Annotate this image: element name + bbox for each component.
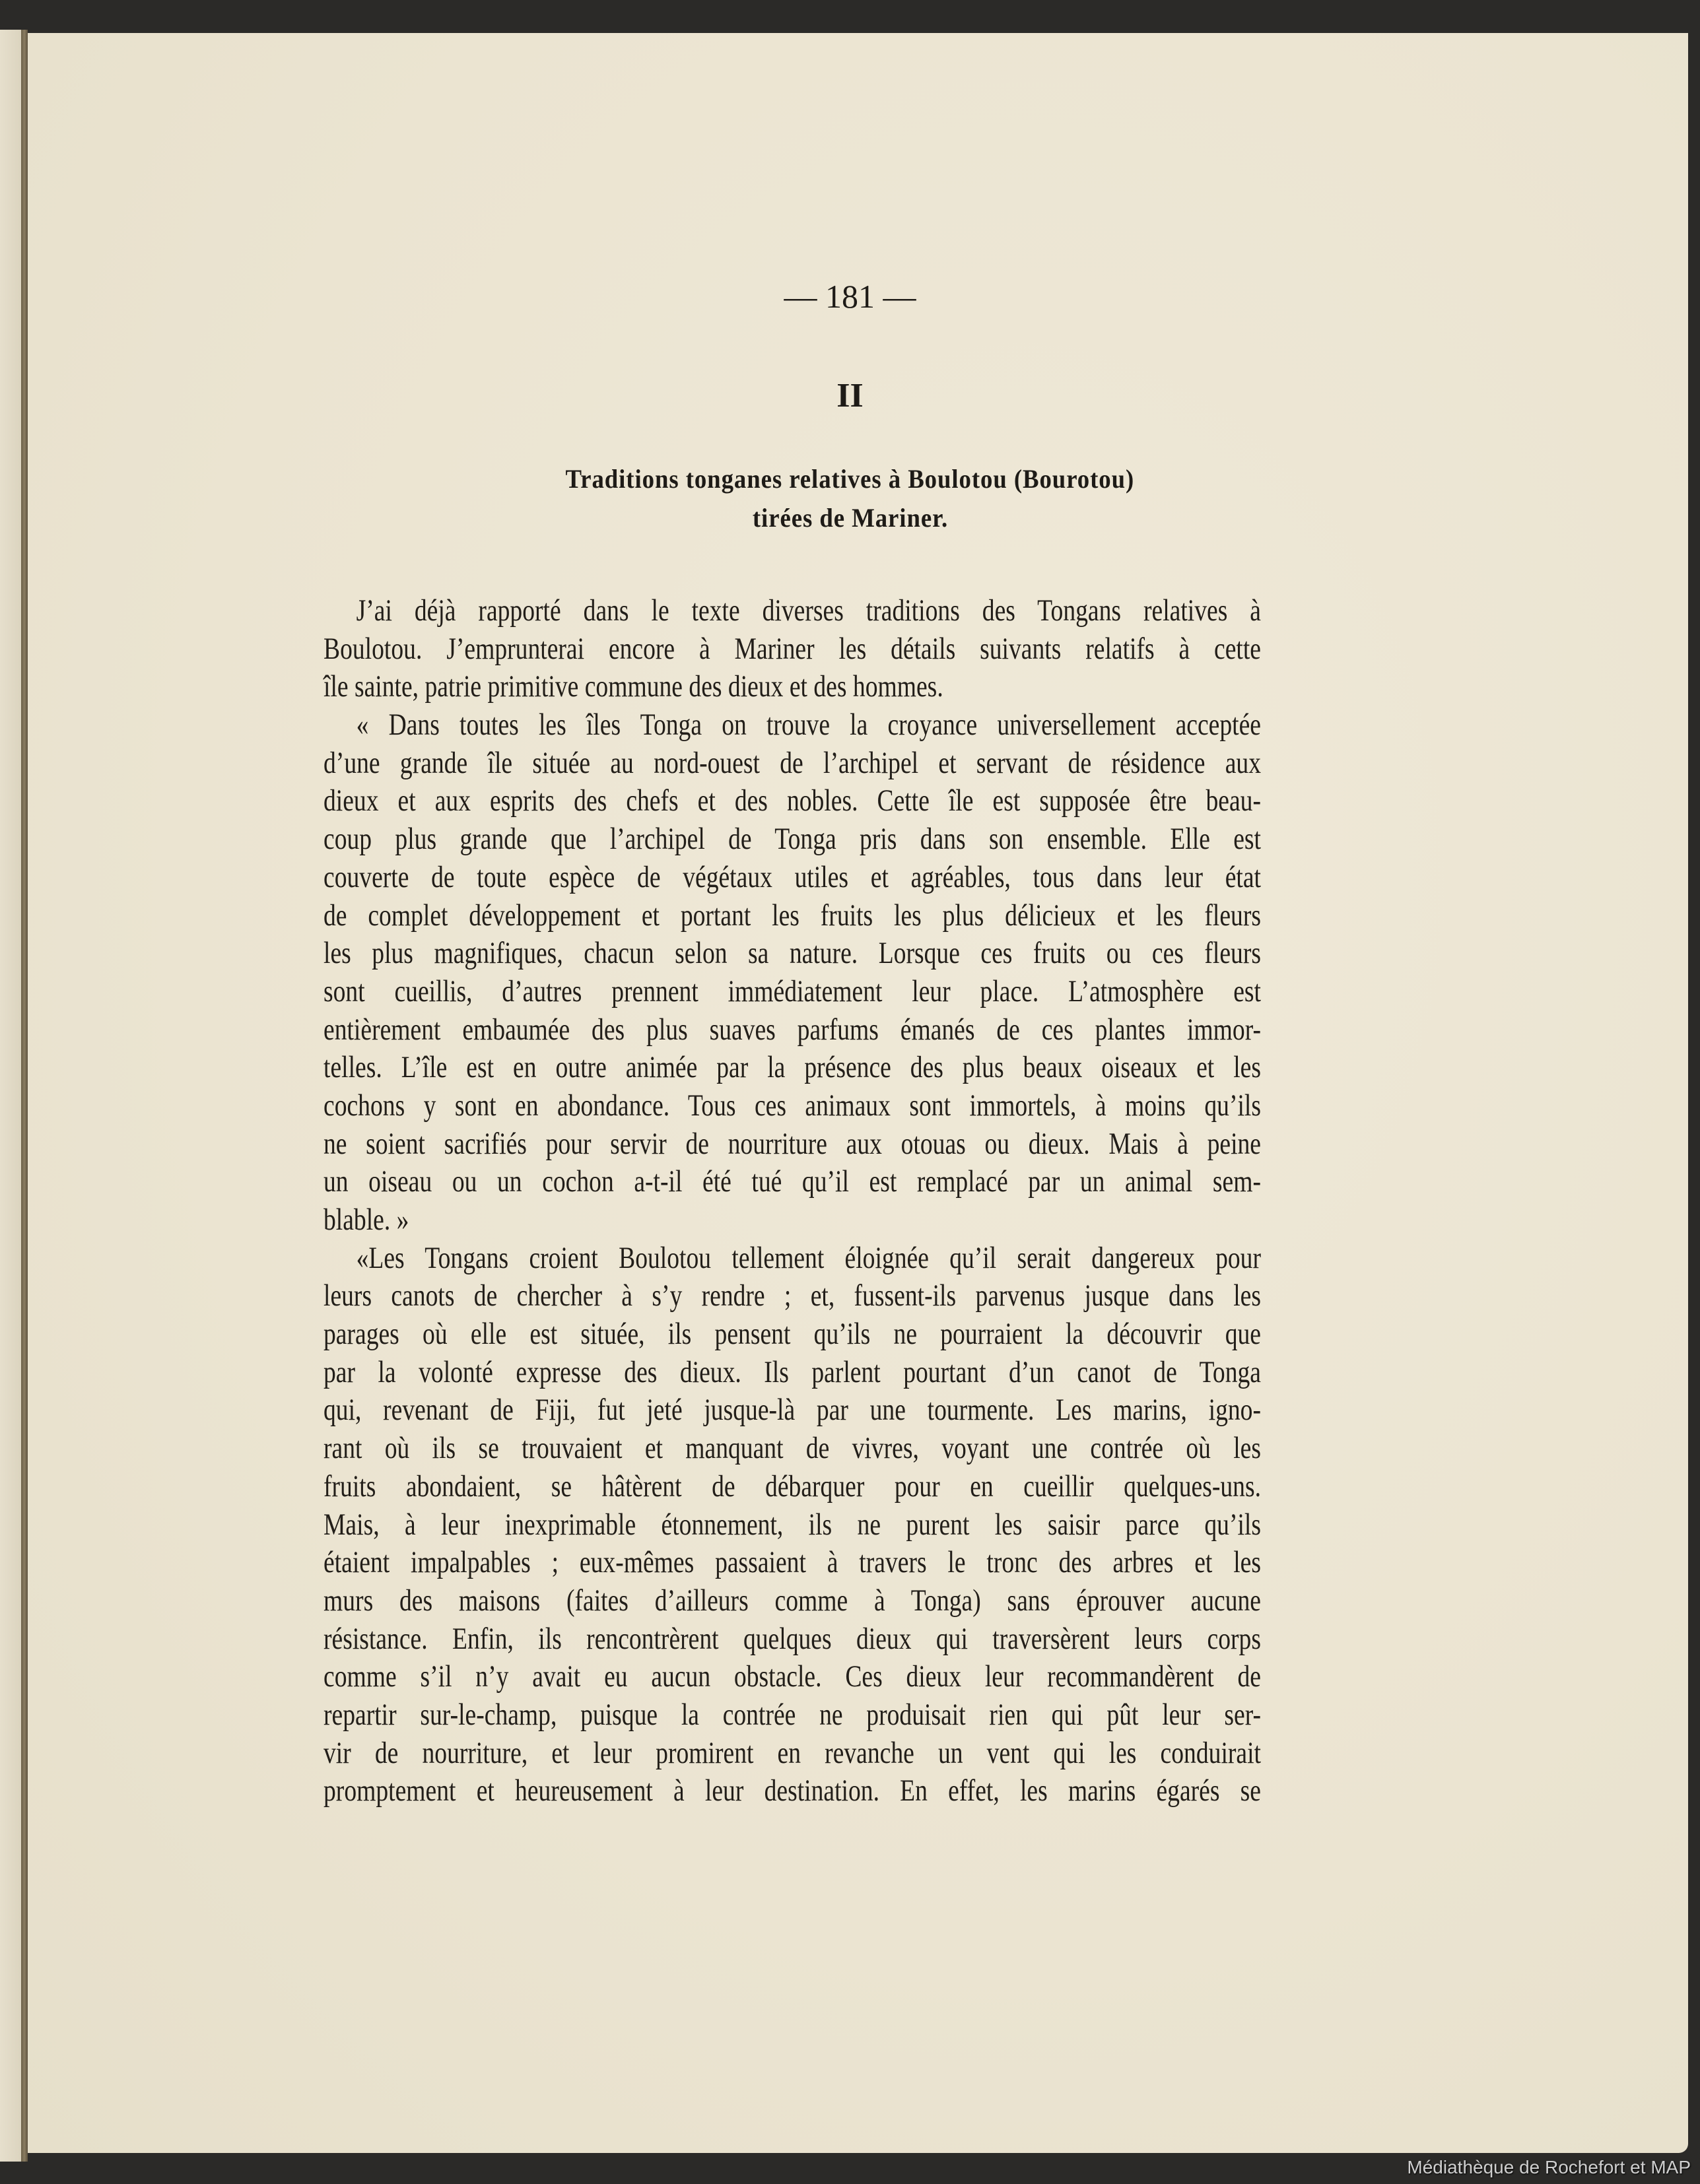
text-line: « Dans toutes les îles Tonga on trouve la croyance universellement acceptée	[356, 708, 1261, 743]
text-line: sont cueillis, d’autres prennent immédiatement leur place. L’atmosphère est	[323, 974, 1261, 1009]
text-line: dieux et aux esprits des chefs et des nobles. Cette île est supposée être beau-	[323, 783, 1261, 818]
text-line: les plus magnifiques, chacun selon sa nature. Lorsque ces fruits ou ces fleurs	[323, 936, 1261, 971]
section-number: II	[836, 377, 864, 414]
heading-text: tirées de Mariner.	[752, 503, 948, 533]
text-line: rant où ils se trouvaient et manquant de vivres, voyant une contrée où les	[323, 1431, 1261, 1466]
text-line: promptement et heureusement à leur destination. En effet, les marins égarés se	[323, 1773, 1261, 1808]
section-heading-line-2	[0, 502, 1700, 533]
text-line: murs des maisons (faites d’ailleurs comme à Tonga) sans éprouver aucune	[323, 1583, 1261, 1618]
text-line: comme s’il n’y avait eu aucun obstacle. Ces dieux leur recommandèrent de	[323, 1659, 1261, 1694]
text-line: repartir sur-le-champ, puisque la contrée ne produisait rien qui pût leur ser-	[323, 1697, 1261, 1732]
text-line: de complet développement et portant les fruits les plus délicieux et les fleurs	[323, 898, 1261, 933]
text-line: Boulotou. J’emprunterai encore à Mariner les détails suivants relatifs à cette	[323, 631, 1261, 666]
text-line: parages où elle est située, ils pensent qu’ils ne pourraient la découvrir que	[323, 1317, 1261, 1352]
text-line: blable. »	[323, 1203, 409, 1237]
text-line: J’ai déjà rapporté dans le texte diverses traditions des Tongans relatives à	[356, 593, 1261, 628]
text-line: fruits abondaient, se hâtèrent de débarquer pour en cueillir quelques-uns.	[323, 1469, 1261, 1504]
text-line: résistance. Enfin, ils rencontrèrent quelques dieux qui traversèrent leurs corps	[323, 1621, 1261, 1656]
text-line: un oiseau ou un cochon a-t-il été tué qu’il est remplacé par un animal sem-	[323, 1164, 1261, 1199]
text-line: «Les Tongans croient Boulotou tellement éloignée qu’il serait dangereux pour	[356, 1240, 1261, 1275]
heading-text: Traditions tonganes relatives à Boulotou (Bourotou)	[565, 464, 1135, 494]
text-line: qui, revenant de Fiji, fut jeté jusque-là par une tourmente. Les marins, igno-	[323, 1393, 1261, 1428]
text-line: île sainte, patrie primitive commune des dieux et des hommes.	[323, 669, 943, 704]
text-line: couverte de toute espèce de végétaux utiles et agréables, tous dans leur état	[323, 859, 1261, 894]
text-line: Mais, à leur inexprimable étonnement, ils ne purent les saisir parce qu’ils	[323, 1507, 1261, 1542]
book-spine-binding	[21, 30, 28, 2162]
body-text	[323, 592, 1261, 1810]
library-credit: Médiathèque de Rochefort et MAP	[1407, 2157, 1691, 2177]
text-line: d’une grande île située au nord-ouest de l’archipel et servant de résidence aux	[323, 745, 1261, 780]
text-line: vir de nourriture, et leur promirent en revanche un vent qui les conduirait	[323, 1735, 1261, 1770]
text-line: telles. L’île est en outre animée par la présence des plus beaux oiseaux et les	[323, 1050, 1261, 1085]
text-line: leurs canots de chercher à s’y rendre ; et, fussent-ils parvenus jusque dans les	[323, 1278, 1261, 1313]
text-line: coup plus grande que l’archipel de Tonga pris dans son ensemble. Elle est	[323, 822, 1261, 857]
text-line: par la volonté expresse des dieux. Ils parlent pourtant d’un canot de Tonga	[323, 1354, 1261, 1389]
text-line: étaient impalpables ; eux-mêmes passaient à travers le tronc des arbres et les	[323, 1545, 1261, 1580]
page-number: — 181 —	[784, 278, 916, 315]
section-heading-line-1	[0, 463, 1700, 494]
text-line: ne soient sacrifiés pour servir de nourriture aux otouas ou dieux. Mais à peine	[323, 1126, 1261, 1161]
text-line: cochons y sont en abondance. Tous ces animaux sont immortels, à moins qu’ils	[323, 1088, 1261, 1123]
text-line: entièrement embaumée des plus suaves parfums émanés de ces plantes immor-	[323, 1012, 1261, 1047]
